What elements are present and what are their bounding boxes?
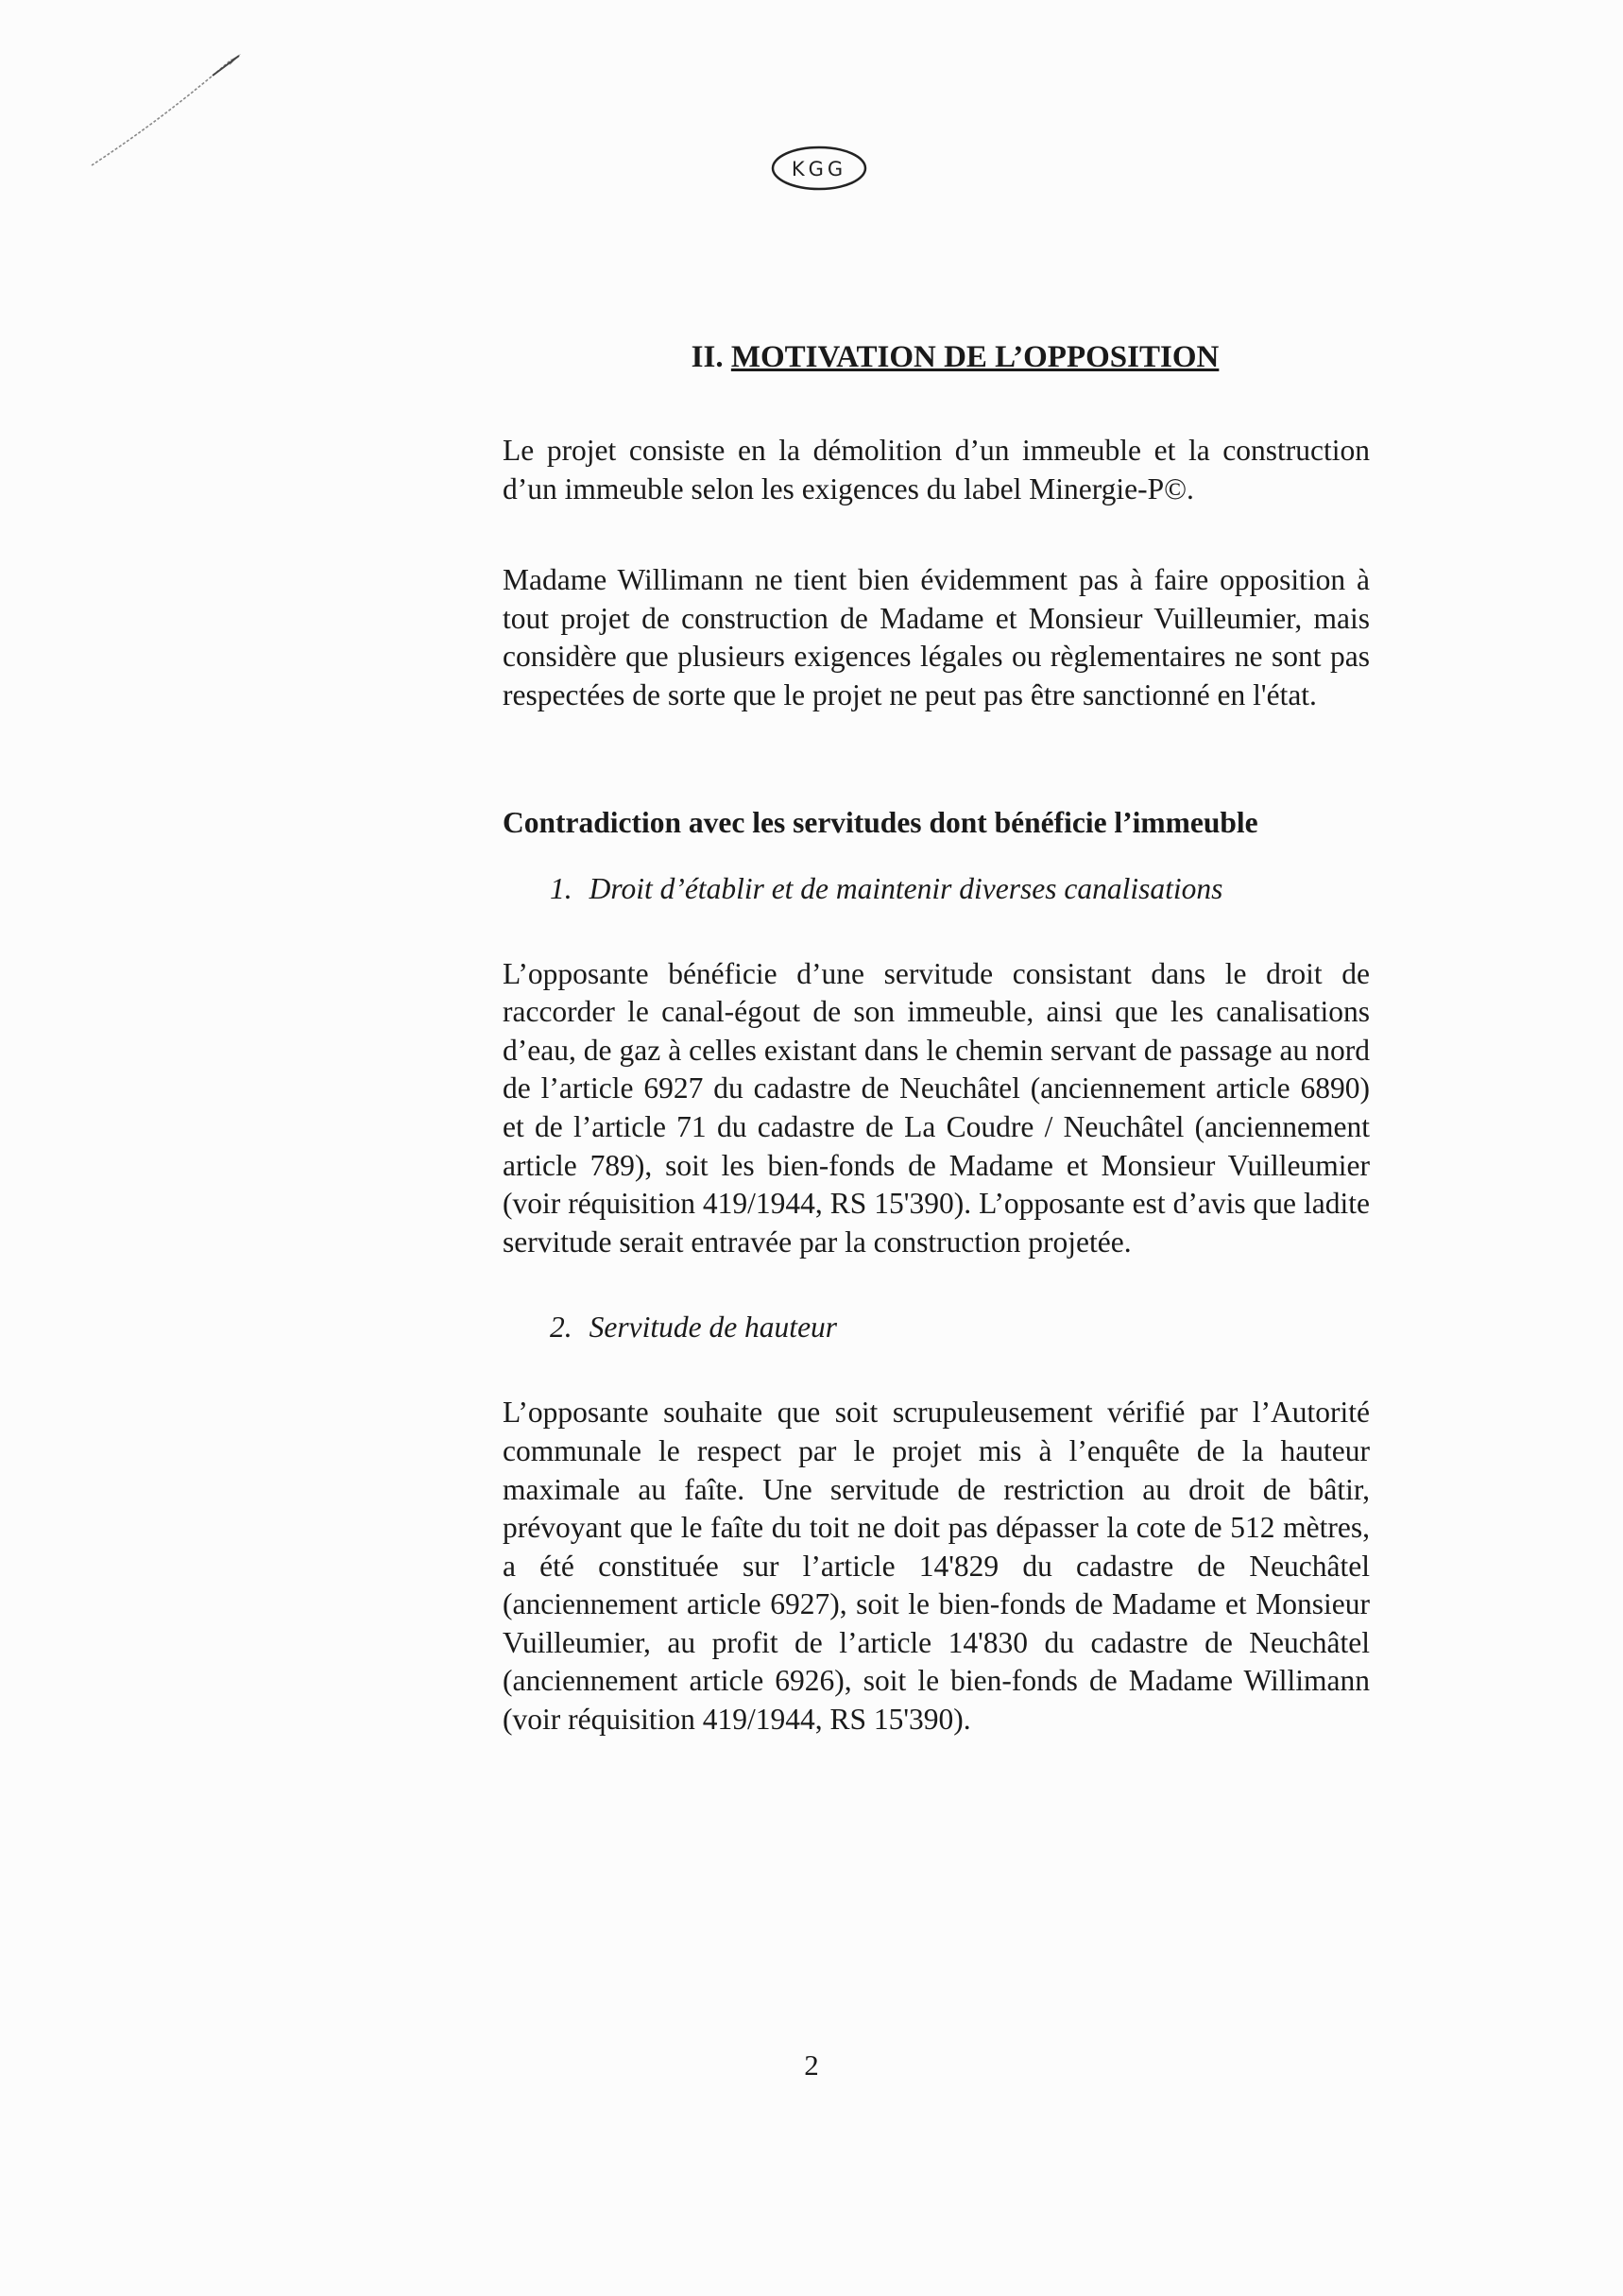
- section-number: II.: [691, 340, 724, 374]
- paragraph-opposition-intent: Madame Willimann ne tient bien évidemment pas à faire opposition à tout projet de construction de Madame et Monsieur Vuilleumier, mais considère que plusieurs exigences légales ou règlementaires ne sont pas respectées de sorte que le projet ne peut pas être sanctionné en l'état.: [503, 563, 1370, 711]
- item-title-canalisations: [550, 872, 1370, 906]
- page-number: 2: [804, 2048, 819, 2082]
- item-number: 2.: [550, 1311, 572, 1345]
- main-content: [503, 340, 1370, 1739]
- paragraph-project: Le projet consiste en la démolition d’un immeuble et la construction d’un immeuble selon les exigences du label Minergie-P©.: [503, 434, 1370, 505]
- section-title: MOTIVATION DE L’OPPOSITION: [730, 340, 1220, 374]
- kgg-logo: [770, 145, 868, 192]
- paragraph-canalisations: L’opposante bénéficie d’une servitude consistant dans le droit de raccorder le canal-égout de son immeuble, ainsi que les canalisations d’eau, de gaz à celles existant dans le chemin servant de passage au nord de l’article 6927 du cadastre de Neuchâtel (anciennement article 6890) et de l’article 71 du cadastre de La Coudre / Neuchâtel (anciennement article 789), soit les bien-fonds de Madame et Monsieur Vuilleumier (voir réquisition 419/1944, RS 15'390). L’opposante est d’avis que ladite servitude serait entravée par la construction projetée.: [503, 956, 1370, 1259]
- section-heading: [503, 340, 1370, 375]
- svg-text:KGG: KGG: [791, 158, 847, 180]
- item-title-text: Servitude de hauteur: [589, 1311, 838, 1345]
- item-number: 1.: [550, 871, 572, 905]
- subheading-servitudes: Contradiction avec les servitudes dont bénéficie l’immeuble: [503, 805, 1258, 839]
- pen-stroke-mark: [90, 52, 250, 175]
- paragraph-hauteur: L’opposante souhaite que soit scrupuleusement vérifié par l’Autorité communale le respect par le projet mis à l’enquête de la hauteur maximale au faîte. Une servitude de restriction au droit de bâtir, prévoyant que le faîte du toit ne doit pas dépasser la cote de 512 mètres, a été constituée sur l’article 14'829 du cadastre de Neuchâtel (anciennement article 6927), soit le bien-fonds de Madame et Monsieur Vuilleumier, au profit de l’article 14'830 du cadastre de Neuchâtel (anciennement article 6926), soit le bien-fonds de Madame Willimann (voir réquisition 419/1944, RS 15'390).: [503, 1396, 1370, 1737]
- item-title-hauteur: [550, 1311, 1370, 1345]
- item-title-text: Droit d’établir et de maintenir diverses canalisations: [589, 871, 1223, 905]
